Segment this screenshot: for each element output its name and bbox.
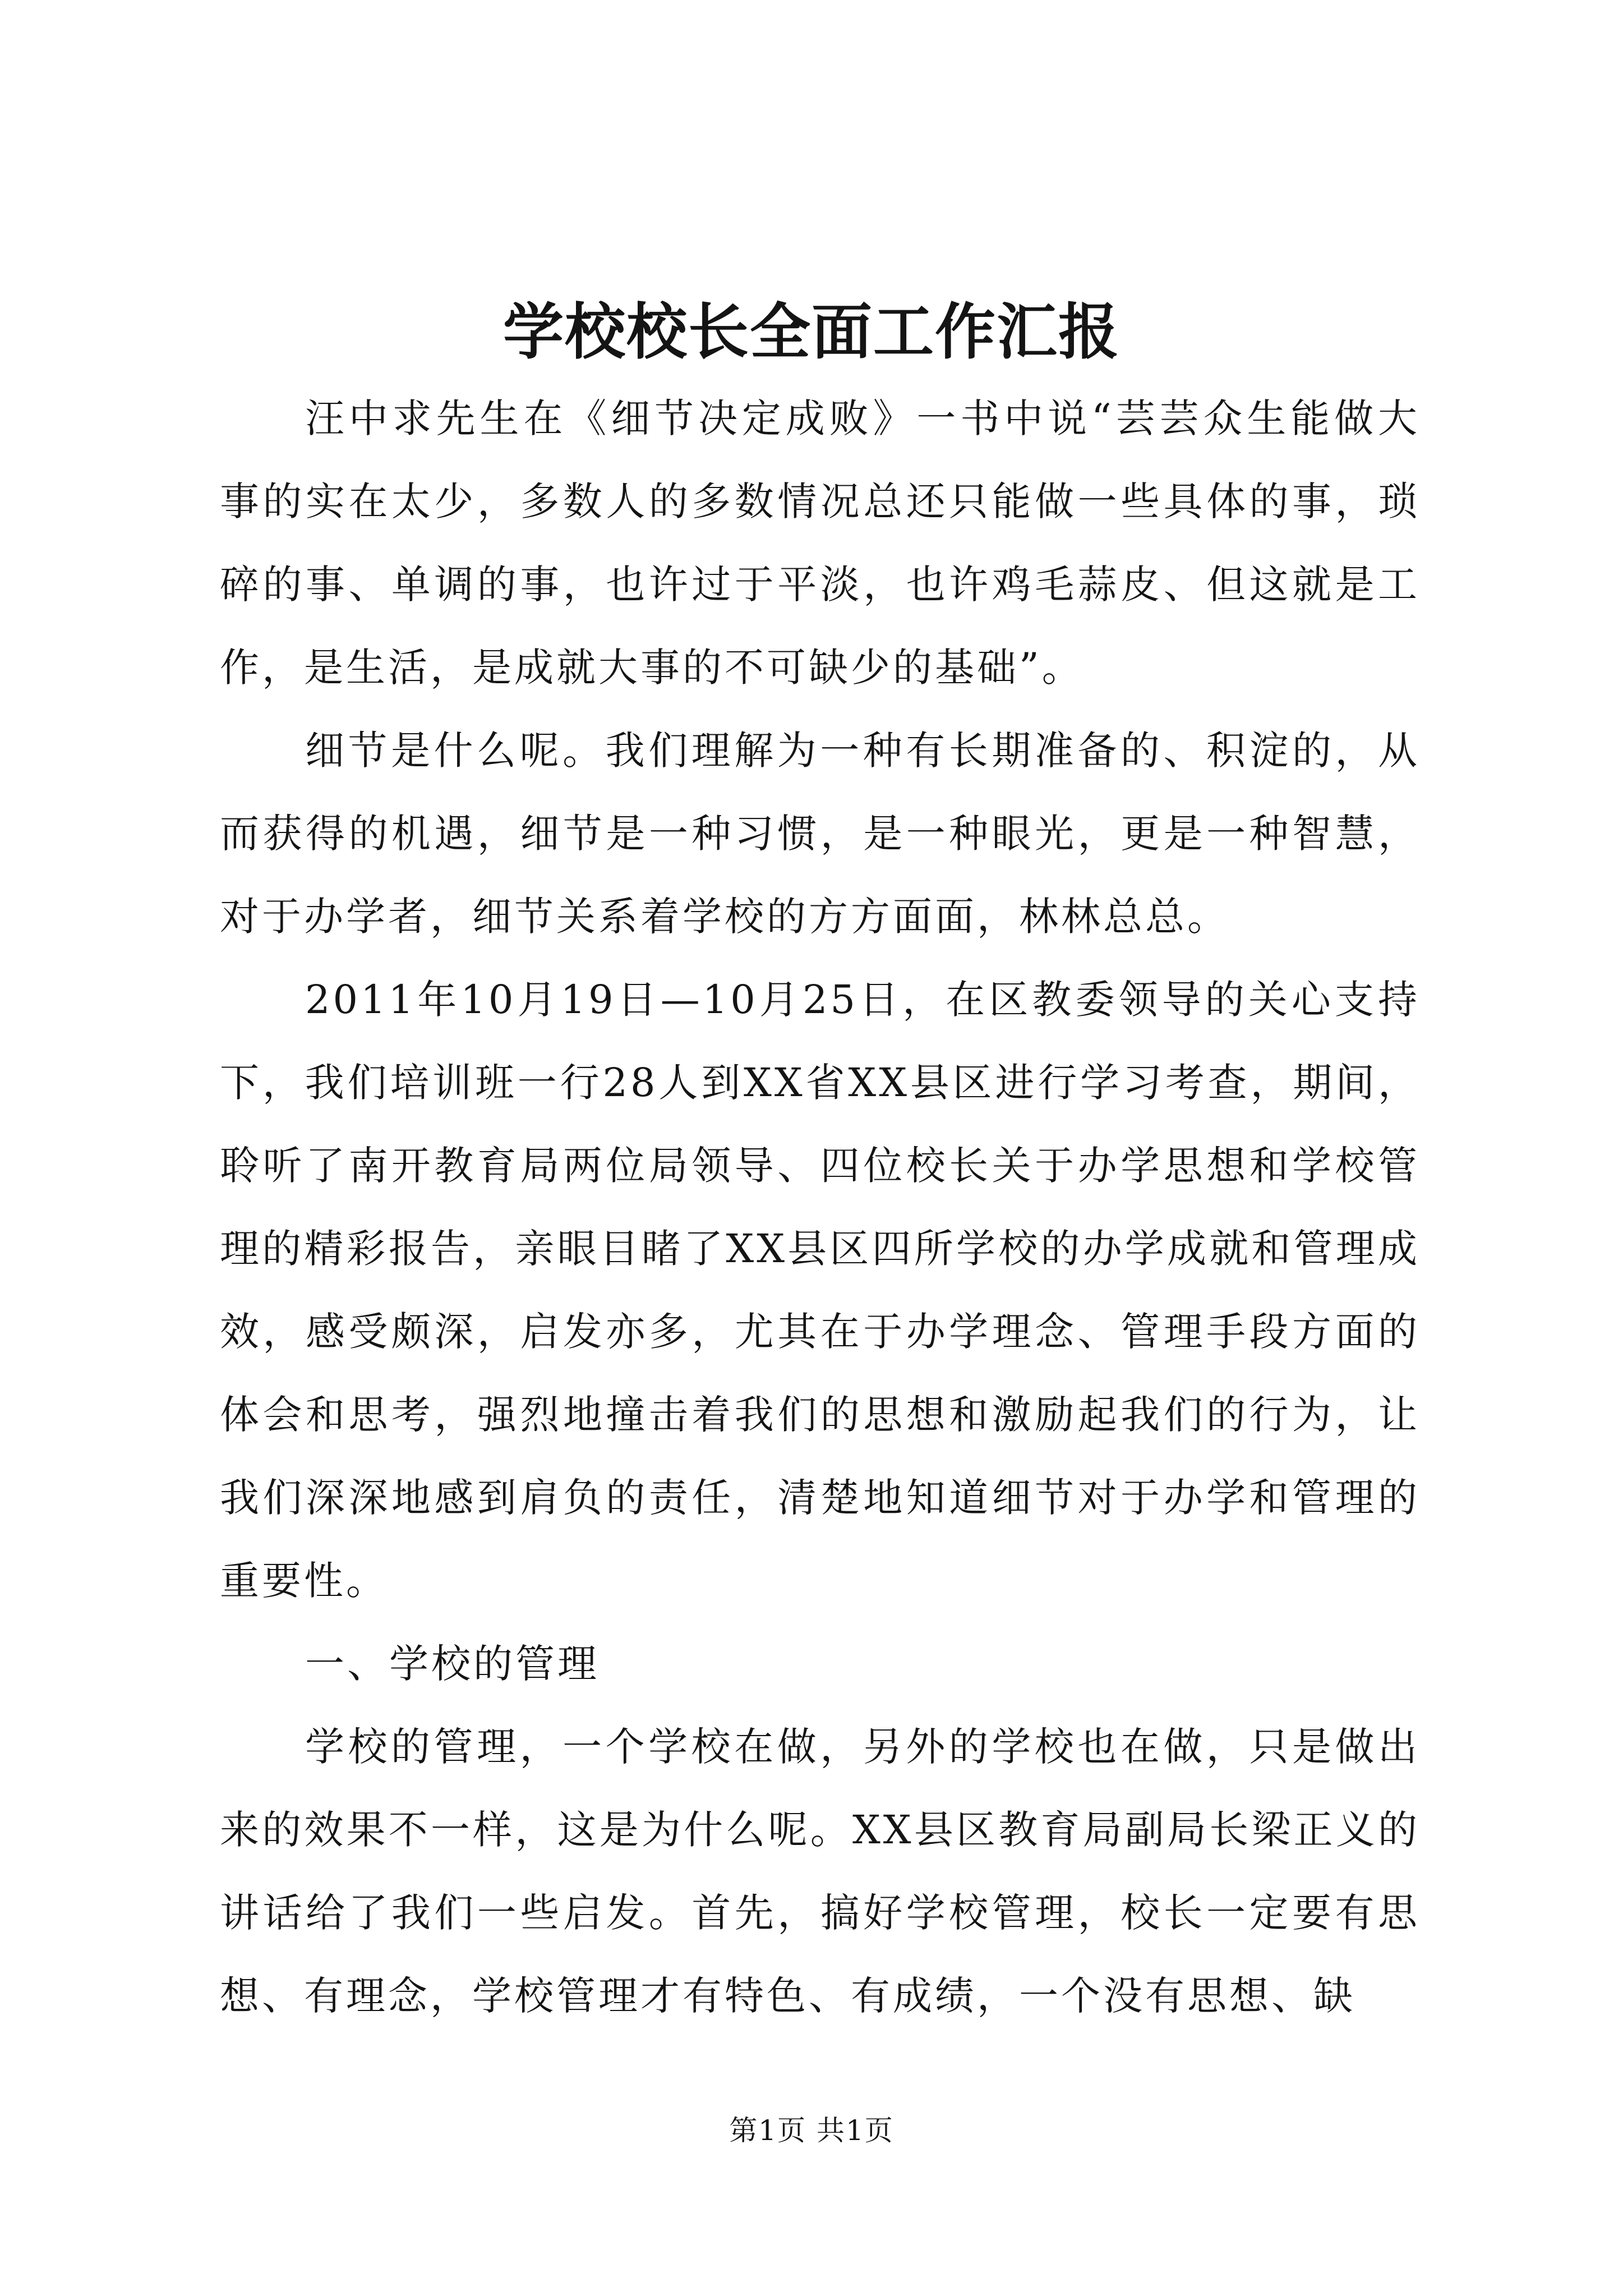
document-body	[220, 377, 1420, 2037]
paragraph-detail-definition: 细节是什么呢。我们理解为一种有长期准备的、积淀的，从而获得的机遇，细节是一种习惯，是一种眼光，更是一种智慧，对于办学者，细节关系着学校的方方面面，林林总总。	[220, 728, 1420, 940]
document-title: 学校校长全面工作汇报	[502, 297, 1120, 367]
paragraph-quote: 汪中求先生在《细节决定成败》一书中说“芸芸众生能做大事的实在太少，多数人的多数情况总还只能做一些具体的事，琐碎的事、单调的事，也许过于平淡，也许鸡毛蒜皮、但这就是工作，是生活，是成就大事的不可缺少的基础”。	[220, 395, 1420, 691]
paragraph-school-management: 学校的管理，一个学校在做，另外的学校也在做，只是做出来的效果不一样，这是为什么呢。XX县区教育局副局长梁正义的讲话给了我们一些启发。首先，搞好学校管理，校长一定要有思想、有理念，学校管理才有特色、有成绩，一个没有思想、缺	[220, 1724, 1420, 2019]
paragraph-training-trip: 2011年10月19日—10月25日，在区教委领导的关心支持下，我们培训班一行28人到XX省XX县区进行学习考查，期间，聆听了南开教育局两位局领导、四位校长关于办学思想和学校管理的精彩报告，亲眼目睹了XX县区四所学校的办学成就和管理成效，感受颇深，启发亦多，尤其在于办学理念、管理手段方面的体会和思考，强烈地撞击着我们的思想和激励起我们的行为，让我们深深地感到肩负的责任，清楚地知道细节对于办学和管理的重要性。	[220, 977, 1420, 1604]
page-footer: 第1页 共1页	[729, 2114, 894, 2147]
section-heading-school-management: 一、学校的管理	[305, 1641, 600, 1687]
